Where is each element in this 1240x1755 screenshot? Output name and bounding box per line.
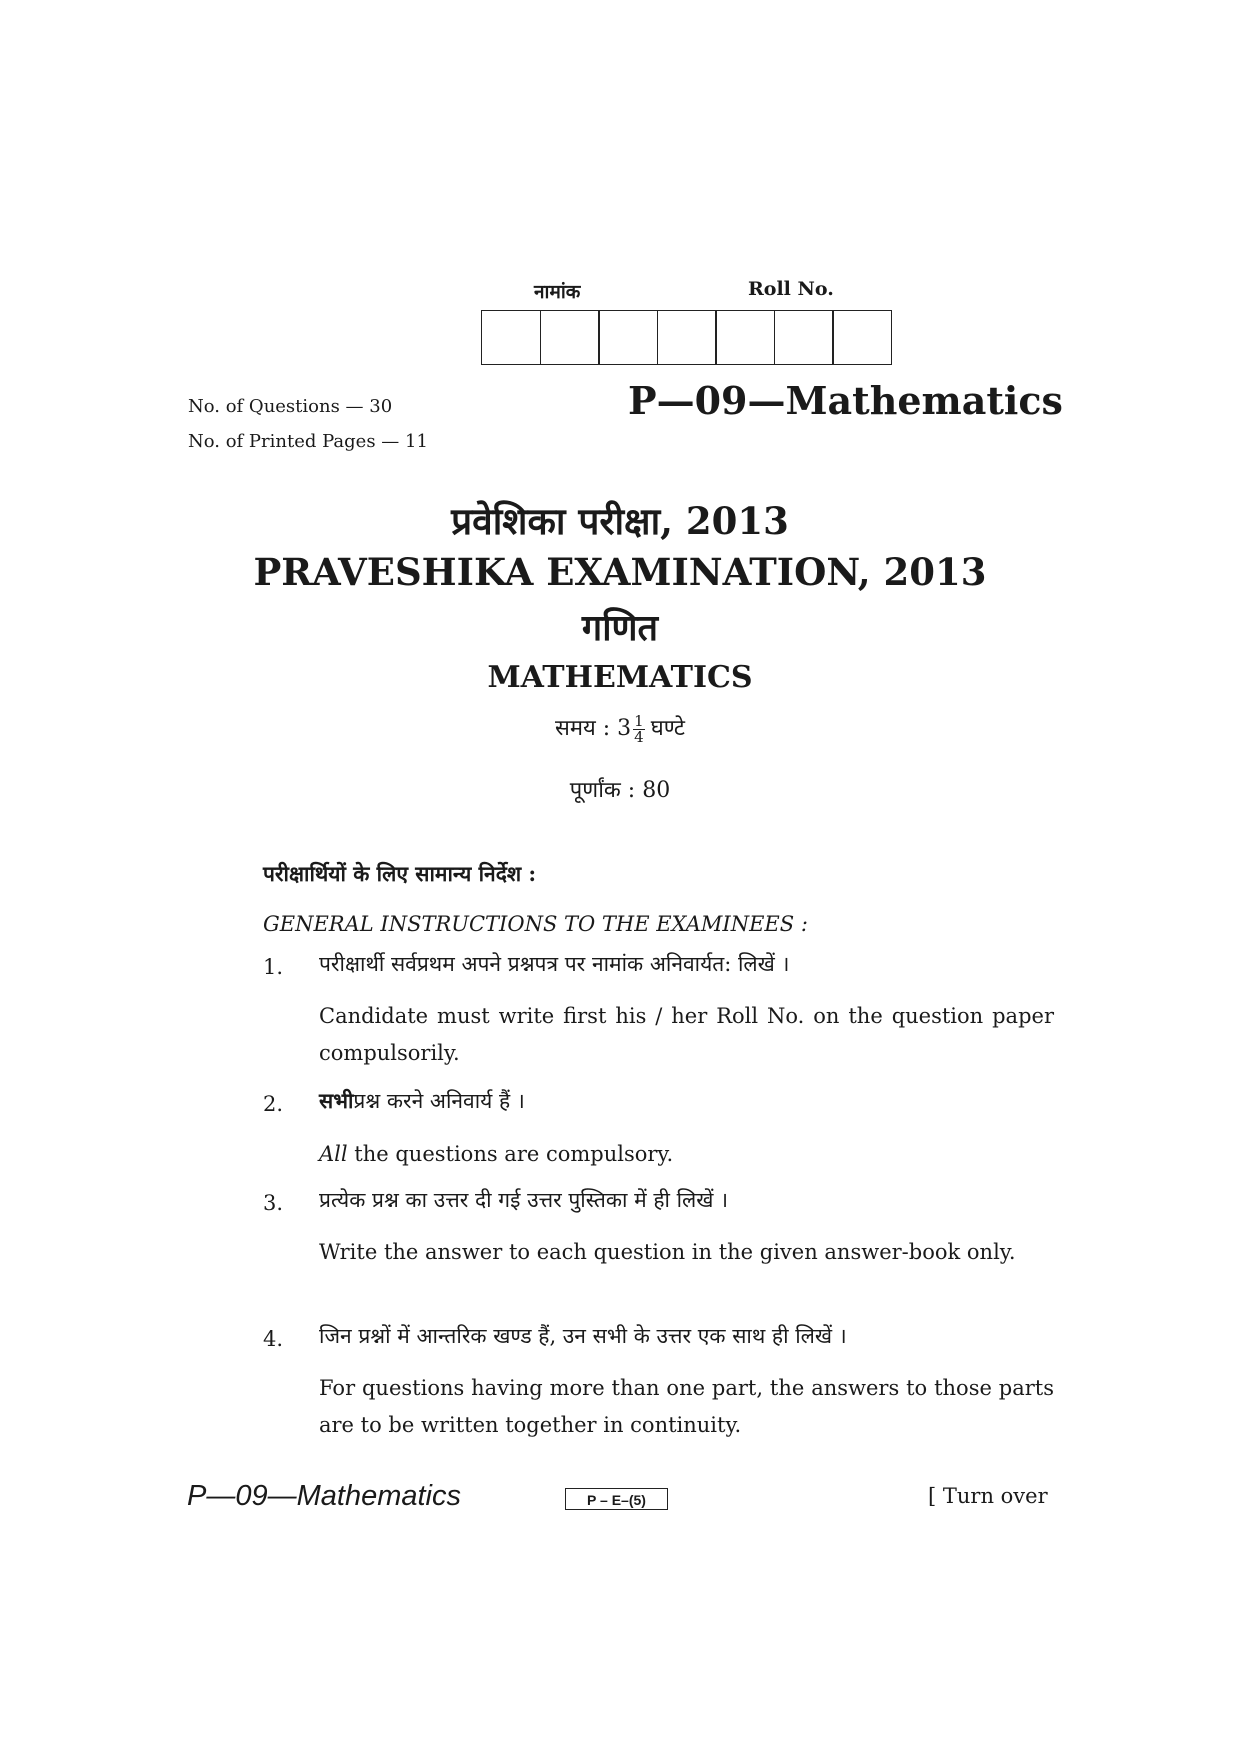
instruction-english-italic: All (319, 1142, 348, 1166)
roll-number-box[interactable] (481, 310, 541, 365)
instruction-english: Candidate must write first his / her Roll No. on the question paper compulsorily. (319, 1004, 1054, 1065)
time-unit: घण्टे (650, 716, 686, 741)
roll-number-box[interactable] (774, 310, 834, 365)
instruction-number: 4. (263, 1327, 284, 1351)
instruction-hindi-bold: सभी (319, 1088, 354, 1113)
time-numerator: 1 (634, 711, 644, 730)
instruction-hindi: परीक्षार्थी सर्वप्रथम अपने प्रश्नपत्र पर नामांक अनिवार्यत: लिखें । (319, 952, 790, 976)
max-marks: पूर्णांक : 80 (569, 778, 671, 803)
time-denominator: 4 (634, 727, 644, 746)
time-label: समय : 3 (554, 716, 632, 741)
instruction-number: 1. (263, 955, 284, 979)
turn-over-label: [ Turn over (928, 1484, 1048, 1508)
instruction-hindi: जिन प्रश्नों में आन्तरिक खण्ड हैं, उन सभी के उत्तर एक साथ ही लिखें । (319, 1324, 847, 1348)
instruction-english: For questions having more than one part, the answers to those parts are to be written together in continuity. (319, 1376, 1054, 1437)
instructions-heading-hindi: परीक्षार्थियों के लिए सामान्य निर्देश : (263, 861, 537, 886)
instruction-hindi (319, 1087, 525, 1115)
roll-number-box[interactable] (598, 310, 658, 365)
no-of-questions: No. of Questions — 30 (188, 396, 393, 417)
subject-title-english: MATHEMATICS (487, 660, 753, 695)
roll-number-boxes (481, 310, 892, 365)
footer-paper-code: P—09—Mathematics (187, 1480, 461, 1512)
instruction-english (319, 1136, 1054, 1173)
roll-number-box[interactable] (832, 310, 892, 365)
footer-box-code: P – E–(5) (565, 1488, 668, 1510)
instruction-hindi-rest: प्रश्न करने अनिवार्य हैं । (353, 1089, 525, 1113)
exam-title-hindi: प्रवेशिका परीक्षा, 2013 (451, 499, 789, 543)
subject-title-hindi: गणित (581, 607, 659, 649)
roll-number-box[interactable] (715, 310, 775, 365)
instruction-hindi: प्रत्येक प्रश्न का उत्तर दी गई उत्तर पुस्तिका में ही लिखें । (319, 1188, 729, 1212)
roll-number-box[interactable] (657, 310, 717, 365)
exam-time (0, 712, 1240, 745)
paper-code-header: P—09—Mathematics (628, 378, 1063, 423)
instruction-number: 3. (263, 1191, 284, 1215)
roll-number-box[interactable] (540, 310, 600, 365)
exam-title-english: PRAVESHIKA EXAMINATION, 2013 (253, 550, 987, 594)
time-fraction (633, 711, 645, 746)
instruction-english-rest: the questions are compulsory. (347, 1142, 674, 1166)
roll-number-label-english: Roll No. (748, 278, 834, 300)
instruction-english: Write the answer to each question in the given answer-book only. (319, 1240, 1016, 1264)
instructions-heading-english: GENERAL INSTRUCTIONS TO THE EXAMINEES : (263, 912, 808, 936)
roll-number-label-hindi: नामांक (534, 281, 581, 303)
no-of-printed-pages: No. of Printed Pages — 11 (188, 431, 428, 452)
instruction-number: 2. (263, 1092, 284, 1116)
roll-number-labels (482, 278, 902, 304)
